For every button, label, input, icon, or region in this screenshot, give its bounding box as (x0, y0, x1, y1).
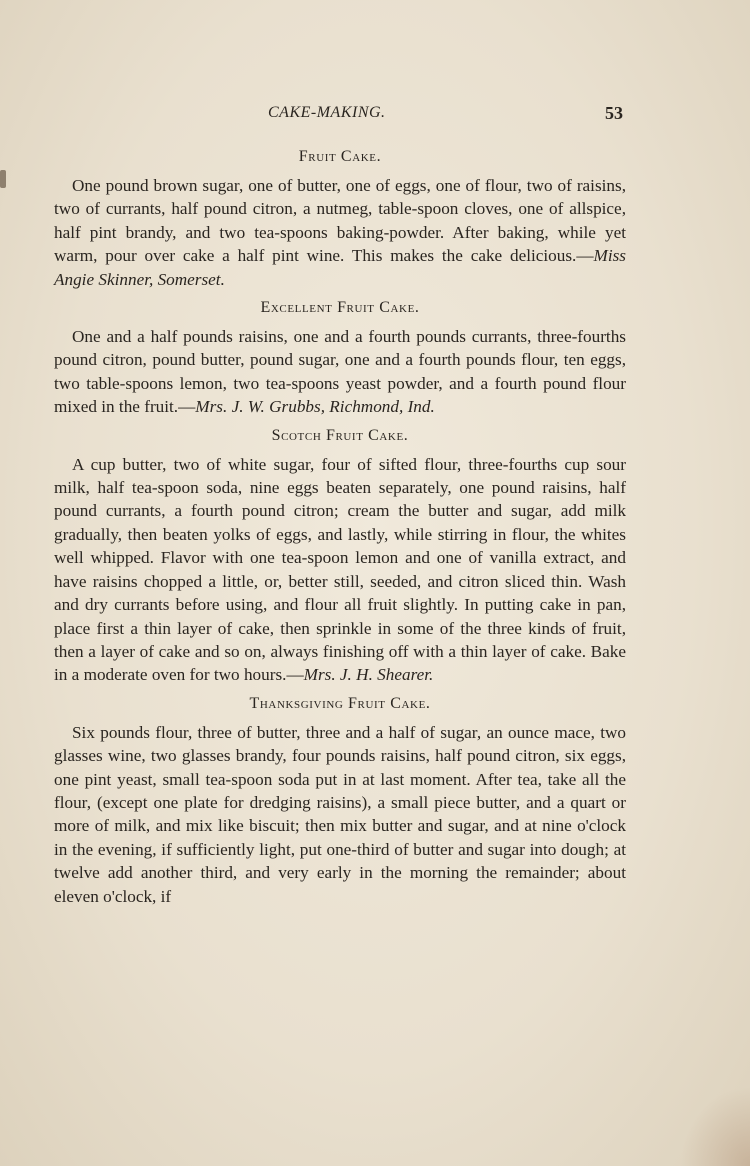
recipe-text (54, 174, 626, 291)
page-number: 53 (605, 103, 623, 123)
recipe-body: Six pounds flour, three of butter, three and a half of sugar, an ounce mace, two glasses wine, two glasses brandy, four pounds raisins, half pound citron, six eggs, one pint yeast, small tea-spoon soda put in at last moment. After tea, take all the flour, (except one plate for dredging raisins), a small piece butter, and a quart or more of milk, and mix like biscuit; then mix butter and sugar, and at nine o'clock in the evening, if sufficiently light, put one-third of butter and sugar into dough; at twelve add another third, and very early in the morning the remainder; about eleven o'clock, if (54, 722, 626, 906)
recipe-section (54, 297, 626, 419)
margin-mark (0, 170, 6, 188)
recipe-body: One and a half pounds raisins, one and a fourth pounds currants, three-fourths pound citron, pound butter, pound sugar, one and a fourth pounds flour, ten eggs, two table-spoons lemon, two tea-spoons yeast powder, and a fourth pound flour mixed in the fruit.— (54, 327, 626, 417)
recipe-section (54, 425, 626, 687)
recipe-section (54, 693, 626, 908)
recipe-heading: Fruit Cake. (298, 148, 382, 165)
recipe-heading: Excellent Fruit Cake. (260, 299, 420, 317)
corner-stain (680, 1086, 750, 1166)
running-head (0, 104, 750, 128)
recipe-body: A cup butter, two of white sugar, four of sifted flour, three-fourths cup sour milk, half tea-spoon soda, nine eggs beaten separately, one pound raisins, half pound currants, a fourth pound citron; cream the butter and sugar, add milk gradually, then beaten yolks of eggs, and lastly, while stirring in flour, the whites well whipped. Flavor with one tea-spoon lemon and one of vanilla extract, and have raisins chopped a little, or, better still, seeded, and citron sliced thin. Wash and dry currants before using, and flour all fruit slightly. In putting cake in pan, place first a thin layer of cake, then sprinkle in some of the three kinds of fruit, then a layer of cake and so on, always finishing off with a thin layer of cake. Bake in a moderate oven for two hours.— (54, 454, 626, 685)
recipe-text (54, 721, 626, 908)
page-content (54, 146, 626, 914)
recipe-text (54, 453, 626, 687)
recipe-text (54, 325, 626, 419)
recipe-credit: Mrs. J. H. Shearer. (303, 665, 434, 685)
chapter-title: CAKE-MAKING. (268, 104, 386, 121)
recipe-credit: Mrs. J. W. Grubbs, Richmond, Ind. (195, 397, 435, 417)
recipe-body: One pound brown sugar, one of butter, one of eggs, one of flour, two of raisins, two of currants, half pound citron, a nutmeg, table-spoon cloves, one of allspice, half pint brandy, and two tea-spoons baking-powder. After baking, while yet warm, pour over cake a half pint wine. This makes the cake delicious.— (54, 176, 626, 266)
recipe-heading: Thanksgiving Fruit Cake. (249, 694, 431, 712)
recipe-section (54, 146, 626, 291)
recipe-credit: Miss Angie Skinner, Somerset. (54, 246, 626, 289)
recipe-heading: Scotch Fruit Cake. (271, 426, 409, 444)
